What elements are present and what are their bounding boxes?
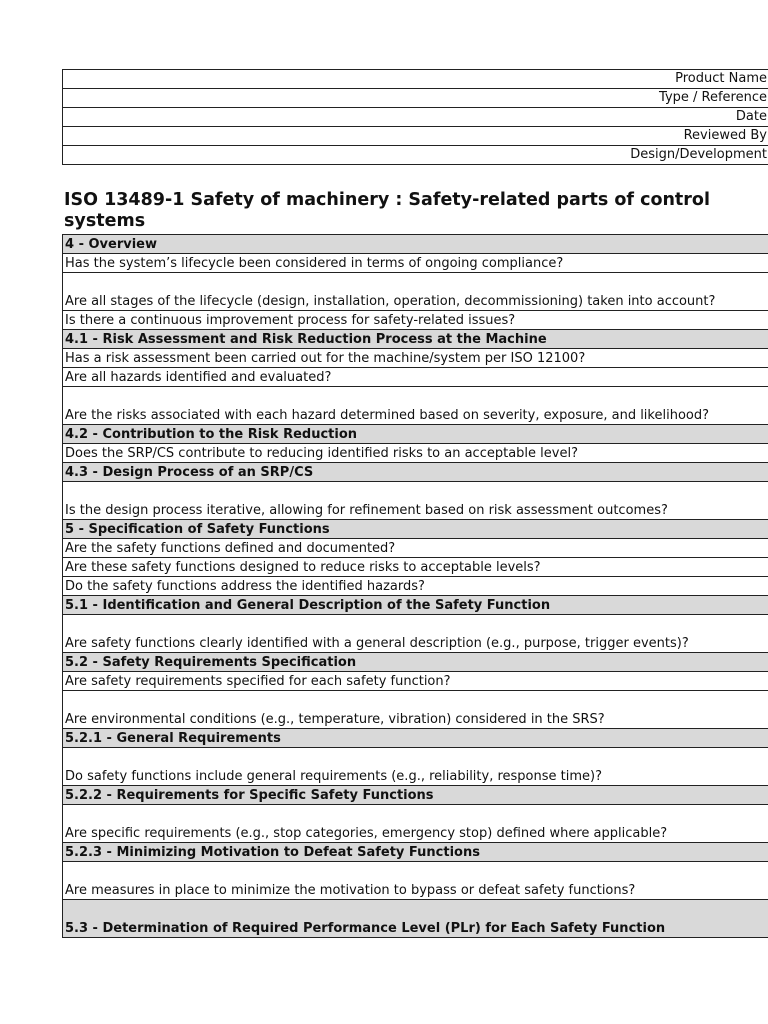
section-header-row (63, 425, 768, 444)
question-text: Is there a continuous improvement process for safety-related issues? (63, 311, 768, 330)
question-row (63, 615, 768, 653)
document-title: ISO 13489-1 Safety of machinery : Safety-related parts of control systems (64, 190, 710, 231)
section-header-row (63, 786, 768, 805)
question-text: Do the safety functions address the identified hazards? (63, 577, 768, 596)
section-heading: 5.2.3 - Minimizing Motivation to Defeat Safety Functions (63, 843, 768, 862)
section-header-row (63, 900, 768, 938)
question-text: Is the design process iterative, allowing for refinement based on risk assessment outcomes? (63, 482, 768, 520)
header-row (63, 108, 768, 127)
question-text: Are environmental conditions (e.g., temperature, vibration) considered in the SRS? (63, 691, 768, 729)
header-field-label: Date (63, 108, 768, 127)
section-header-row (63, 729, 768, 748)
question-text: Are safety functions clearly identified with a general description (e.g., purpose, trigger events)? (63, 615, 768, 653)
section-heading: 4.2 - Contribution to the Risk Reduction (63, 425, 768, 444)
section-header-row (63, 653, 768, 672)
header-fields-table (62, 69, 768, 165)
header-field-label: Design/Development (63, 146, 768, 165)
question-row (63, 444, 768, 463)
question-row (63, 311, 768, 330)
question-text: Are safety requirements specified for each safety function? (63, 672, 768, 691)
question-row (63, 273, 768, 311)
question-row (63, 577, 768, 596)
question-text: Are the safety functions defined and documented? (63, 539, 768, 558)
header-row (63, 146, 768, 165)
question-text: Are all stages of the lifecycle (design, installation, operation, decommissioning) taken into account? (63, 273, 768, 311)
question-row (63, 387, 768, 425)
question-text: Has the system’s lifecycle been considered in terms of ongoing compliance? (63, 254, 768, 273)
checklist-table (62, 234, 768, 938)
question-row (63, 539, 768, 558)
section-header-row (63, 463, 768, 482)
section-heading: 5.2 - Safety Requirements Specification (63, 653, 768, 672)
question-text: Are measures in place to minimize the motivation to bypass or defeat safety functions? (63, 862, 768, 900)
section-header-row (63, 330, 768, 349)
section-heading: 4.3 - Design Process of an SRP/CS (63, 463, 768, 482)
section-heading: 4.1 - Risk Assessment and Risk Reduction Process at the Machine (63, 330, 768, 349)
question-text: Has a risk assessment been carried out for the machine/system per ISO 12100? (63, 349, 768, 368)
question-row (63, 349, 768, 368)
header-row (63, 70, 768, 89)
question-row (63, 254, 768, 273)
header-row (63, 89, 768, 108)
question-row (63, 672, 768, 691)
question-row (63, 691, 768, 729)
section-header-row (63, 596, 768, 615)
header-field-label: Product Name (63, 70, 768, 89)
section-heading: 5.1 - Identification and General Description of the Safety Function (63, 596, 768, 615)
question-row (63, 805, 768, 843)
section-heading: 5.3 - Determination of Required Performance Level (PLr) for Each Safety Function (63, 900, 768, 938)
section-heading: 5.2.2 - Requirements for Specific Safety Functions (63, 786, 768, 805)
question-row (63, 482, 768, 520)
question-row (63, 368, 768, 387)
section-heading: 5 - Specification of Safety Functions (63, 520, 768, 539)
question-row (63, 862, 768, 900)
question-text: Are specific requirements (e.g., stop categories, emergency stop) defined where applicable? (63, 805, 768, 843)
question-text: Are the risks associated with each hazard determined based on severity, exposure, and likelihood? (63, 387, 768, 425)
question-text: Are these safety functions designed to reduce risks to acceptable levels? (63, 558, 768, 577)
header-row (63, 127, 768, 146)
header-field-label: Reviewed By (63, 127, 768, 146)
section-heading: 5.2.1 - General Requirements (63, 729, 768, 748)
question-text: Are all hazards identified and evaluated? (63, 368, 768, 387)
question-text: Does the SRP/CS contribute to reducing identified risks to an acceptable level? (63, 444, 768, 463)
question-text: Do safety functions include general requirements (e.g., reliability, response time)? (63, 748, 768, 786)
section-heading: 4 - Overview (63, 235, 768, 254)
section-header-row (63, 520, 768, 539)
header-field-label: Type / Reference (63, 89, 768, 108)
section-header-row (63, 235, 768, 254)
question-row (63, 748, 768, 786)
section-header-row (63, 843, 768, 862)
question-row (63, 558, 768, 577)
